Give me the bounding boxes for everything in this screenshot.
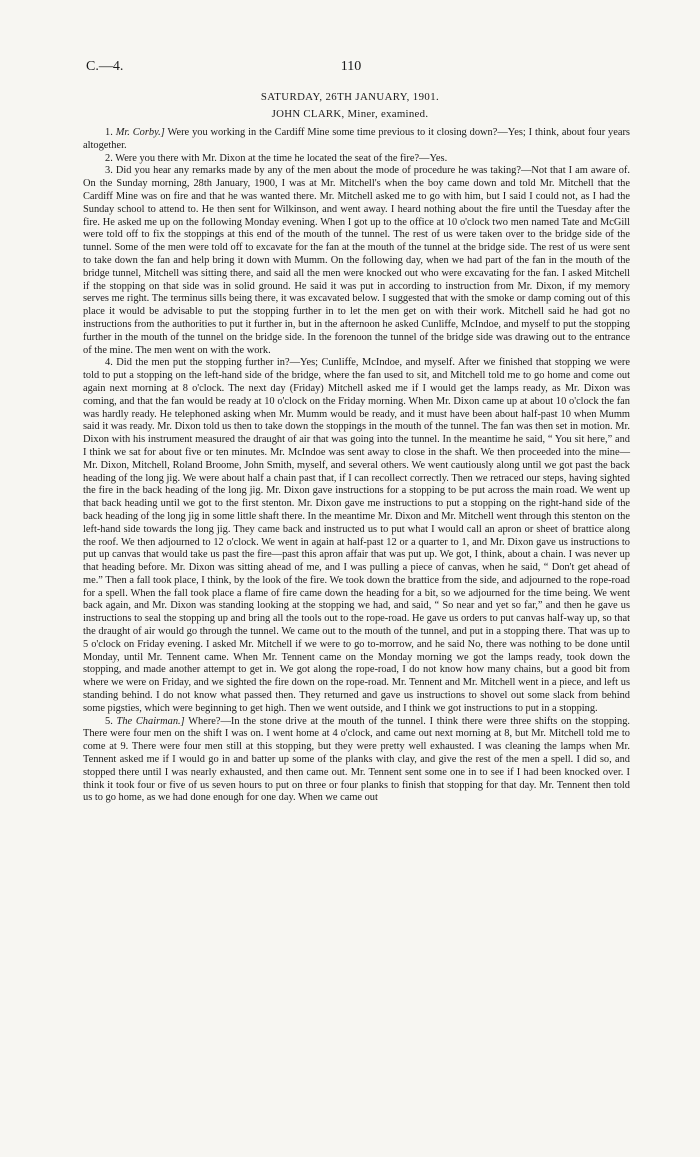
page-number: 110 bbox=[340, 59, 362, 74]
page-header bbox=[86, 59, 616, 77]
question-number: 5. bbox=[105, 715, 113, 727]
paragraph-text: Did the men put the stopping further in?—Yes; Cunliffe, McIndoe, and myself. After we finished that stopping we were told to put a stopping on the left-hand side of the bridge, where the fan used to sit, and Mitchell told me to go home and come out again next morning at 8 o'clock. The next day (Friday) Mitchell asked me if I would get the lamps ready, as Mr. Dixon was coming, and that the fan would be ready at 10 o'clock on the Friday morning. When Mr. Dixon came up at about 10 o'clock the fan was hardly ready. He telephoned asking when Mr. Mumm would be ready, and it must have been about half-past 10 when Mumm said it was ready. Mr. Dixon told us then to take down the stoppings in the mouth of the tunnel. The fan was then set in motion. Mr. Dixon with his instrument measured the draught of air that was going into the tunnel. In the meantime he said, “ You sit here,” and I think we sat for about five or ten minutes. Mr. McIndoe was sent away to close in the shaft. We then proceeded into the mine—Mr. Dixon, Mitchell, Roland Broome, John Smith, myself, and several others. We went cautiously along until we got past the back heading of the long jig. We were about half a chain past that, if I can recollect correctly. Then we retraced our steps, having sighted the fire in the back heading of the long jig. Mr. Dixon gave instructions for a stopping to be put across the main road. We went up that back heading until we got to the first stenton. Mr. Dixon gave me instructions to put a stopping on the right-hand side of the back heading of the long jig in some little shaft there. In the meantime Mr. Dixon and Mr. Mitchell went through this stenton on the left-hand side towards the long jig. They came back and instructed us to put what I would call an apron or sheet of brattice along the roof. We then adjourned to 12 o'clock. We went in again at half-past 12 or a quarter to 1, and Mr. Dixon gave us instructions to put up canvas that would take us past the fire—past this apron affair that was put up. We got, I think, about a chain. I was never up that heading before. Mr. Dixon was sitting ahead of me, and I was pulling a piece of canvas, when he said, “ Don't get ahead of me.” Then a fall took place, I think, by the look of the fire. We took down the brattice from the side, and adjourned to the rope-road for a spell. When the fall took place a flame of fire came down the heading for a bit, so we adjourned for the time being. We went back again, and Mr. Dixon was standing looking at the stopping we had, and said, “ So near and yet so far,” and then he gave us instructions to seal the stopping up and bring all the tools out to the rope-road. He gave us orders to put canvas half-way up, so that the draught of air would go through the tunnel. We came out to the mouth of the tunnel, and put in a stopping there. That was up to 5 o'clock on Friday evening. I asked Mr. Mitchell if we were to go to-morrow, and he said No, there was nothing to be done until Monday, until Mr. Tennent came. When Mr. Tennent came on the Monday morning we got the lamps ready, took down the stopping, and made another attempt to get in. We got along the rope-road, I do not know how many chains, but a good bit from where we were on Friday, and we sighted the fire down on the rope-road. Mr. Tennent and Mr. Mitchell went in a piece, and left us standing behind. I do not know what passed then. They returned and gave us instructions to shovel out some slack from behind some pigsties, which were beginning to get high. Then we went outside, and I think we got instructions to put in a stopping. bbox=[83, 357, 630, 714]
paragraph-text: Were you working in the Cardiff Mine some time previous to it closing down?—Yes; I think, about four years altogether. bbox=[83, 127, 630, 151]
witness-heading: JOHN CLARK, Miner, examined. bbox=[271, 108, 429, 120]
question-number: 4. bbox=[105, 357, 113, 369]
question-paragraph bbox=[83, 153, 630, 166]
testimony-body bbox=[83, 127, 630, 805]
paragraph-text: Did you hear any remarks made by any of the men about the mode of procedure he was taking?—Not that I am aware of. On the Sunday morning, 28th January, 1900, I was at Mr. Mitchell's when the boy came down and told Mr. Mitchell that the Cardiff Mine was on fire and that he was wanted there. Mr. Mitchell asked me to go with him, but I said I could not, as I had the Sunday school to attend to. He then sent for Wilkinson, and went away. I heard nothing about the fire until the Tuesday after the fire. He asked me up on the following Monday evening. When I got up to the office at 10 o'clock two men named Tate and McGill were told off to fix the stoppings at this end of the mouth of the tunnel. The rest of us were taken over to the bridge side of the tunnel. Some of the men were told off to excavate for the fan at the mouth of the tunnel at the bridge side. The rest of us were sent to take down the fan and help bring it down with Mumm. On the following day, when we had part of the fan in the mouth of the bridge tunnel, Mitchell was sitting there, and said all the men were knocked out who were excavating for the fan. I asked Mitchell if the stopping on that side was in solid ground. He said it was put in according to instruction from Mr. Dixon, if my memory serves me right. The terminus sills being there, it was excavated below. I suggested that with the smoke or damp coming out of this place it would be advisable to put the stopping further in to let the men get on with their work. Mitchell said he had got no instructions from the authorities to put it further in, but in the afternoon he asked Cunliffe, McIndoe, and myself to put the stopping further in the mouth of the tunnel on the bridge side. In the forenoon the tunnel of the bridge side was drawing out to the entrance of the mine. The men went on with the work. bbox=[83, 165, 630, 356]
question-number: 1. bbox=[105, 127, 113, 138]
question-paragraph bbox=[83, 165, 630, 357]
question-paragraph bbox=[83, 357, 630, 715]
question-paragraph bbox=[83, 716, 630, 806]
paragraph-text: Were you there with Mr. Dixon at the time he located the seat of the fire?—Yes. bbox=[115, 152, 448, 164]
document-reference: C.—4. bbox=[86, 59, 124, 74]
question-number: 3. bbox=[105, 165, 113, 177]
paragraph-text: Where?—In the stone drive at the mouth of the tunnel. I think there were three shifts on the stopping. There were four men on the shift I was on. I went home at 4 o'clock, and came out next morning at 8, but Mr. Mitchell told me to come at 9. There were four men still at this stopping, but they were pretty well exhausted. I was cleaning the lamps when Mr. Tennent asked me if I would go in and batter up some of the planks with clay, and give the rest of the men a spell. I did so, and stopped there until I was nearly exhausted, and then came out. Mr. Tennent sent some one in to see if I had been knocked over. I think it took four or five of us seven hours to put on three or four planks to finish that stopping for that day. Mr. Tennent then told us to go home, as we had done enough for one day. When we came out bbox=[83, 715, 630, 804]
sitting-date: SATURDAY, 26TH JANUARY, 1901. bbox=[260, 91, 440, 103]
question-paragraph bbox=[83, 127, 630, 153]
question-number: 2. bbox=[105, 152, 113, 164]
speaker-label: The Chairman.] bbox=[116, 715, 185, 727]
speaker-label: Mr. Corby.] bbox=[115, 127, 165, 138]
